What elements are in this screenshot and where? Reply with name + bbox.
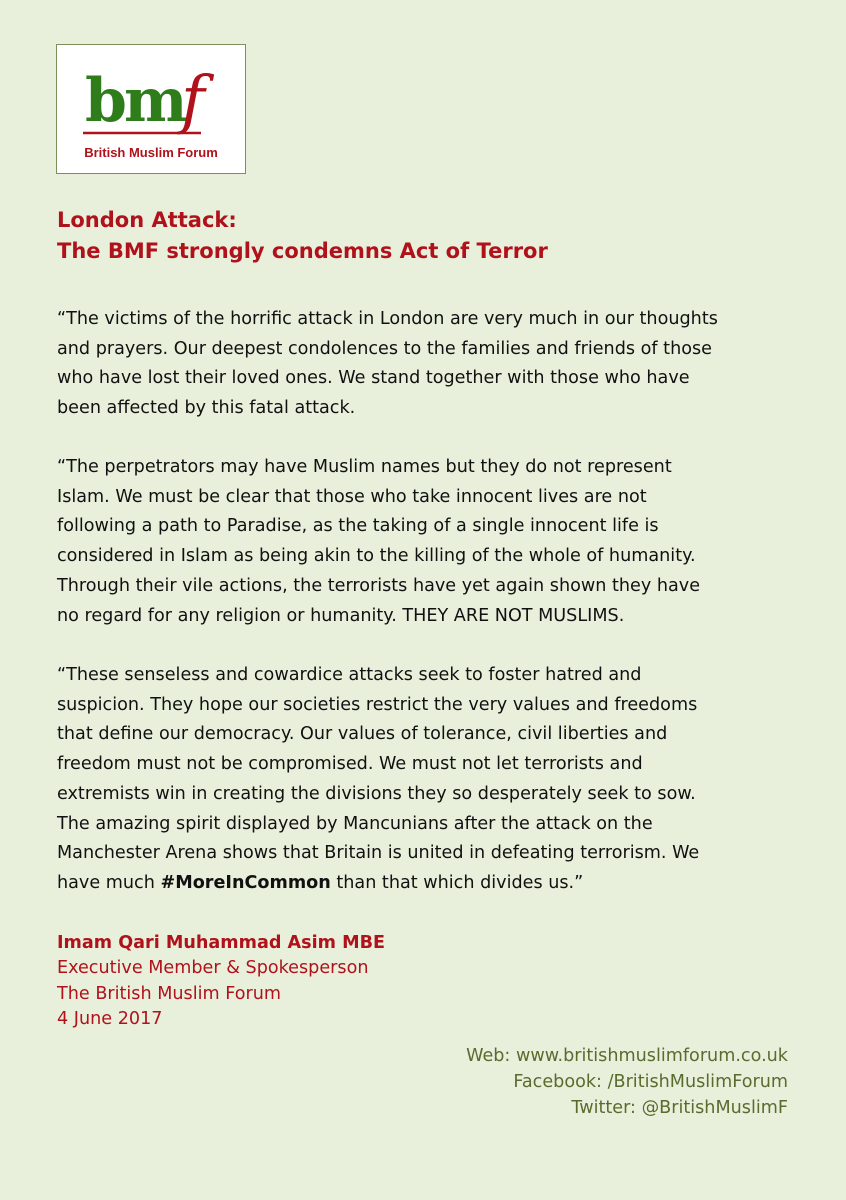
- paragraph-last-line: [57, 869, 699, 899]
- signatory-organization: The British Muslim Forum: [57, 983, 281, 1004]
- signatory-name: Imam Qari Muhammad Asim MBE: [57, 933, 386, 953]
- title-line-1: London Attack:: [57, 208, 237, 232]
- paragraph-line: extremists win in creating the divisions they so desperately seek to sow.: [57, 783, 696, 804]
- last-line-after: than that which divides us.”: [330, 872, 584, 893]
- contact-web: Web: www.britishmuslimforum.co.uk: [466, 1046, 788, 1066]
- paragraph-line: no regard for any religion or humanity. THEY ARE NOT MUSLIMS.: [57, 605, 625, 626]
- statement-date: 4 June 2017: [57, 1008, 163, 1029]
- contact-twitter: Twitter: @BritishMuslimF: [571, 1098, 788, 1118]
- signatory-role: Executive Member & Spokesperson: [57, 958, 369, 979]
- paragraph-condolences: [57, 305, 718, 424]
- signature-block: [57, 931, 385, 1032]
- title-line-2: The BMF strongly condemns Act of Terror: [57, 239, 548, 263]
- paragraph-line: The amazing spirit displayed by Mancunians after the attack on the: [57, 813, 653, 834]
- paragraph-line: and prayers. Our deepest condolences to the families and friends of those: [57, 338, 712, 359]
- paragraph-perpetrators: [57, 453, 700, 631]
- paragraph-line: that define our democracy. Our values of tolerance, civil liberties and: [57, 724, 668, 745]
- contact-block: [466, 1043, 788, 1121]
- paragraph-line: suspicion. They hope our societies restrict the very values and freedoms: [57, 694, 698, 715]
- paragraph-line: “These senseless and cowardice attacks seek to foster hatred and: [57, 665, 642, 685]
- paragraph-line: “The victims of the horrific attack in London are very much in our thoughts: [57, 309, 718, 329]
- logo-organization-name: British Muslim Forum: [84, 145, 218, 160]
- hashtag-more-in-common: #MoreInCommon: [160, 872, 331, 893]
- paragraph-line: been affected by this fatal attack.: [57, 398, 356, 419]
- paragraph-line: following a path to Paradise, as the taking of a single innocent life is: [57, 516, 659, 537]
- paragraph-line: Manchester Arena shows that Britain is united in defeating terrorism. We: [57, 843, 700, 864]
- paragraph-line: who have lost their loved ones. We stand together with those who have: [57, 368, 690, 389]
- paragraph-line: considered in Islam as being akin to the killing of the whole of humanity.: [57, 546, 696, 567]
- contact-facebook: Facebook: /BritishMuslimForum: [513, 1072, 788, 1092]
- last-line-before: have much: [57, 872, 161, 893]
- paragraph-line: “The perpetrators may have Muslim names but they do not represent: [57, 457, 672, 477]
- page-title: [57, 205, 548, 267]
- paragraph-values: [57, 661, 699, 899]
- paragraph-line: Islam. We must be clear that those who take innocent lives are not: [57, 486, 647, 507]
- svg-text:f: f: [181, 63, 205, 137]
- bmf-logo-mark: [81, 61, 221, 145]
- bmf-logo: [56, 44, 246, 174]
- paragraph-line: Through their vile actions, the terrorists have yet again shown they have: [57, 575, 701, 596]
- paragraph-line: freedom must not be compromised. We must not let terrorists and: [57, 754, 643, 775]
- svg-text:bm: bm: [85, 66, 185, 136]
